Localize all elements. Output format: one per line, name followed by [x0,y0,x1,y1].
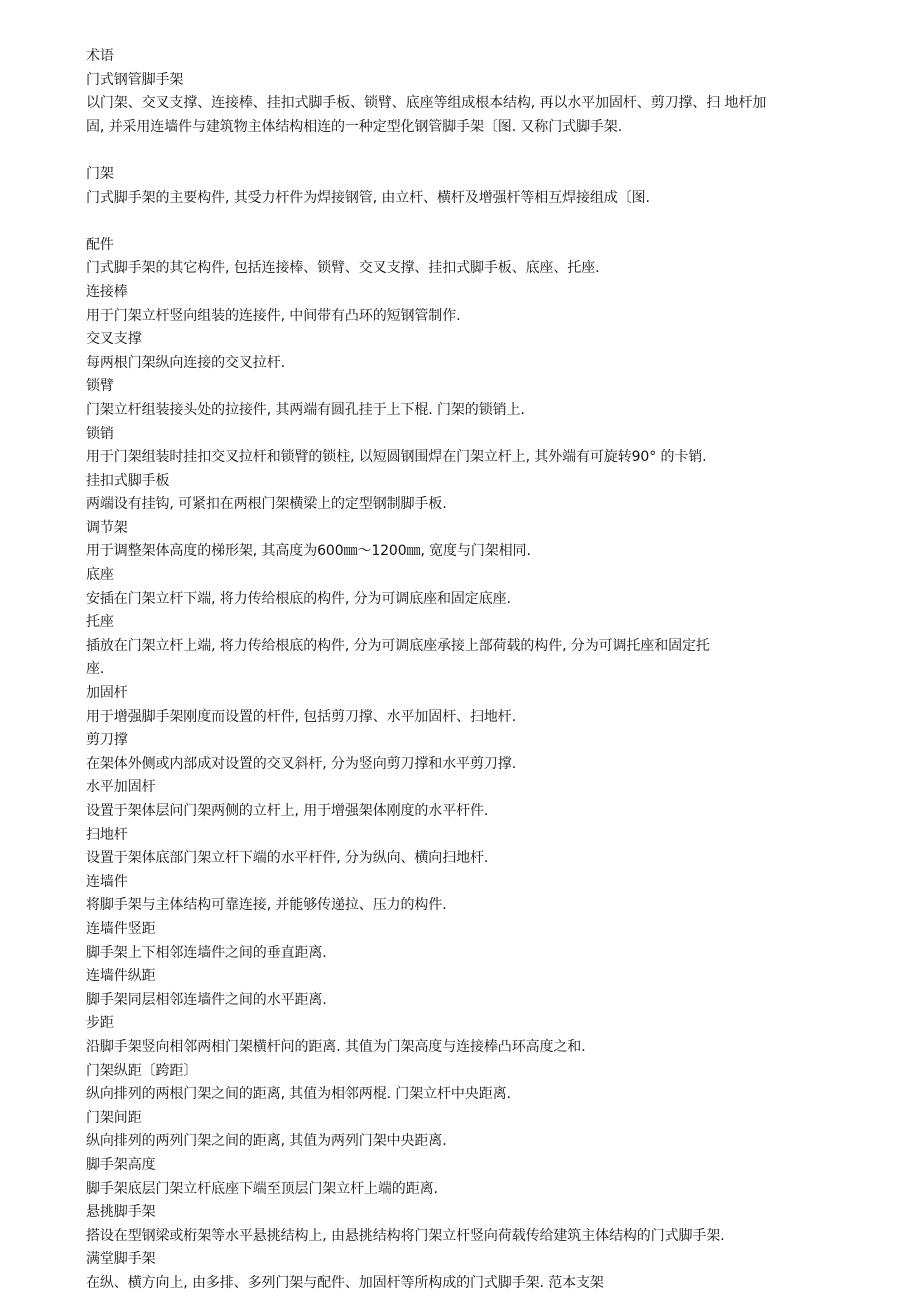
text-line: 步距 [86,1015,114,1032]
text-line: 用于门架立杆竖向组装的连接件, 中间带有凸环的短钢管制作. [86,307,461,324]
text-line: 加固杆 [86,685,128,702]
text-line: 脚手架同层相邻连墙件之间的水平距离. [86,991,327,1008]
text-line: 连墙件 [86,873,128,890]
text-line: 满堂脚手架 [86,1251,156,1268]
text-line: 安插在门架立杆下端, 将力传给根底的构件, 分为可调底座和固定底座. [86,590,511,607]
text-line: 用于增强脚手架刚度而设置的杆件, 包括剪刀撑、水平加固杆、扫地杆. [86,708,517,725]
text-line: 门架纵距〔跨距〕 [86,1062,198,1079]
text-line: 交叉支撑 [86,331,142,348]
text-line: 连墙件纵距 [86,968,156,985]
text-line: 座. [86,661,105,678]
text-line: 固, 并采用连墙件与建筑物主体结构相连的一种定型化钢管脚手架〔图. 又称门式脚手架. [86,118,623,135]
text-line: 锁销 [86,425,114,442]
text-line: 用于门架组装时挂扣交叉拉杆和锁臂的锁柱, 以短圆钢围焊在门架立杆上, 其外端有可旋转90° 的卡销. [86,449,707,466]
text-line: 扫地杆 [86,826,128,843]
text-line: 托座 [86,614,114,631]
text-line: 剪刀撑 [86,732,128,749]
text-line: 术语 [86,48,114,64]
text-line: 设置于架体层问门架两侧的立杆上, 用于增强架体刚度的水平杆件. [86,803,489,819]
text-line: 将脚手架与主体结构可靠连接, 并能够传递拉、压力的构件. [86,897,447,914]
text-line: 门式脚手架的其它构件, 包括连接棒、锁臂、交叉支撑、挂扣式脚手板、底座、托座. [86,260,600,277]
text-line: 锁臂 [86,378,114,395]
text-line: 脚手架高度 [86,1156,156,1173]
text-line: 每两根门架纵向连接的交叉拉杆. [86,354,285,371]
text-line: 门式脚手架的主要构件, 其受力杆件为焊接钢管, 由立杆、横杆及增强杆等相互焊接组成〔图. [86,189,650,206]
text-line: 配件 [86,236,114,253]
text-line: 连墙件竖距 [86,920,156,937]
text-line: 在架体外侧或内部成对设置的交叉斜杆, 分为竖向剪刀撑和水平剪刀撑. [86,755,517,772]
text-line: 用于调整架体高度的梯形架, 其高度为600㎜～1200㎜, 宽度与门架相同. [86,543,531,560]
text-line: 门式钢管脚手架 [86,71,184,88]
text-line: 插放在门架立杆上端, 将力传给根底的构件, 分为可调底座承接上部荷载的构件, 分为可调托座和固定托 [86,637,710,654]
text-line: 门架 [86,165,114,182]
document-body [86,45,866,1295]
text-line: 悬挑脚手架 [86,1204,156,1221]
text-line: 纵向排列的两列门架之间的距离, 其值为两列门架中央距离. [86,1133,447,1150]
text-line: 搭设在型钢梁或桁架等水平悬挑结构上, 由悬挑结构将门架立杆竖向荷载传给建筑主体结构的门式脚手架. [86,1227,725,1244]
text-line: 沿脚手架竖向相邻两相门架横杆问的距离. 其值为门架高度与连接棒凸环高度之和. [86,1038,586,1055]
text-line: 在纵、横方向上, 由多排、多列门架与配件、加固杆等所构成的门式脚手架. 范本支架 [86,1274,604,1291]
text-line: 调节架 [86,519,128,536]
text-line: 纵向排列的两根门架之间的距离, 其值为相邻两棍. 门架立杆中央距离. [86,1086,511,1103]
text-line: 底座 [86,567,114,584]
text-line: 水平加固杆 [86,779,156,796]
text-line: 门架立杆组装接头处的拉接件, 其两端有圆孔挂于上下棍. 门架的锁销上. [86,401,525,418]
text-line: 挂扣式脚手板 [86,472,170,489]
text-line: 连接棒 [86,283,128,300]
text-line: 两端设有挂钩, 可紧扣在两根门架横梁上的定型钢制脚手板. [86,496,447,513]
paragraph-gap [86,139,866,163]
paragraph-gap [86,210,866,234]
text-line: 门架间距 [86,1109,142,1126]
text-line: 以门架、交叉支撑、连接棒、挂扣式脚手板、锁臂、底座等组成根本结构, 再以水平加固杆、剪刀撑、扫 地杆加 [86,95,767,112]
text-line: 脚手架上下相邻连墙件之间的垂直距离. [86,944,327,961]
text-line: 脚手架底层门架立杆底座下端至顶层门架立杆上端的距离. [86,1180,438,1197]
text-line: 设置于架体底部门架立杆下端的水平杆件, 分为纵向、横向扫地杆. [86,850,489,867]
